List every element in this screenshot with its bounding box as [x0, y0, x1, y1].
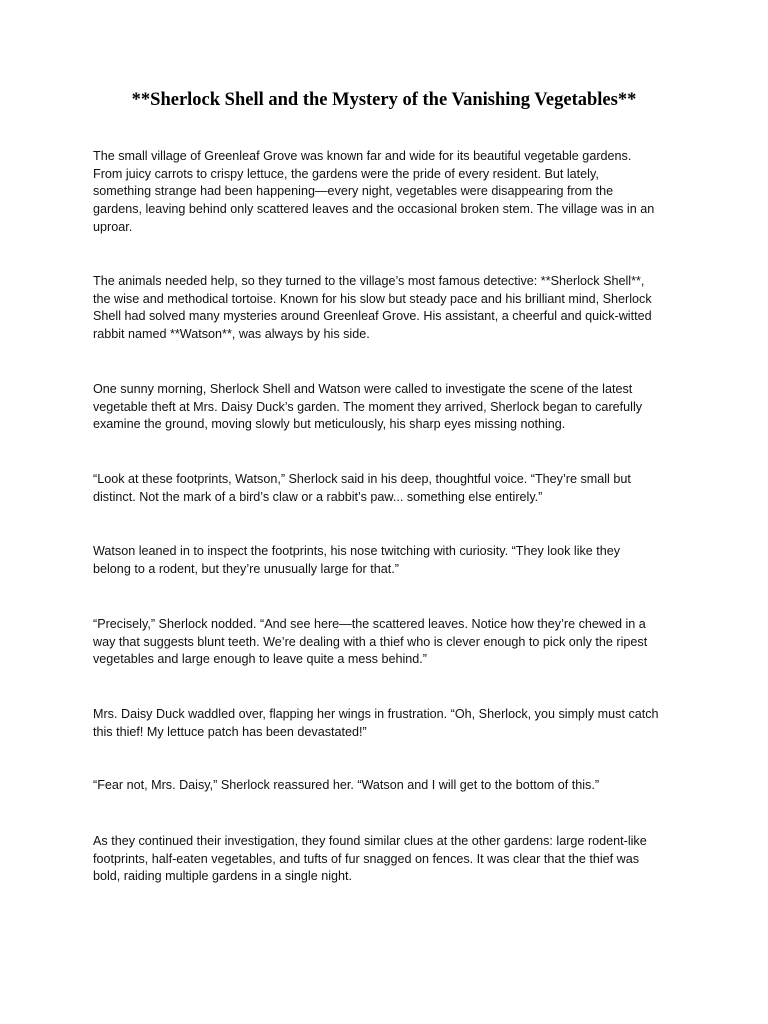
- paragraph-footprints: “Look at these footprints, Watson,” Sherlock said in his deep, thoughtful voice. “They’re small but distinct. Not the mark of a bird’s claw or a rabbit’s paw... something else entirely.”: [93, 472, 631, 504]
- document-title: **Sherlock Shell and the Mystery of the Vanishing Vegetables**: [131, 90, 637, 110]
- paragraph-sherlock-deduces: “Precisely,” Sherlock nodded. “And see here—the scattered leaves. Notice how they’re chewed in a way that suggests blunt teeth. We’re dealing with a thief who is clever enough to pick only the ripest vegetables and large enough to leave quite a mess behind.”: [93, 617, 648, 667]
- paragraph-reassurance: “Fear not, Mrs. Daisy,” Sherlock reassured her. “Watson and I will get to the bottom of this.”: [93, 778, 600, 792]
- paragraph-watson-inspects: Watson leaned in to inspect the footprints, his nose twitching with curiosity. “They look like they belong to a rodent, but they’re unusually large for that.”: [93, 544, 621, 576]
- paragraph-garden-scene: One sunny morning, Sherlock Shell and Watson were called to investigate the scene of the latest vegetable theft at Mrs. Daisy Duck’s garden. The moment they arrived, Sherlock began to carefully examine the ground, moving slowly but meticulously, his sharp eyes missing nothing.: [93, 382, 643, 432]
- paragraph-investigation: As they continued their investigation, they found similar clues at the other gardens: large rodent-like footprints, half-eaten vegetables, and tufts of fur snagged on fences. It was clear that the thief was bold, raiding multiple gardens in a single night.: [93, 834, 647, 884]
- paragraph-daisy-duck: Mrs. Daisy Duck waddled over, flapping her wings in frustration. “Oh, Sherlock, you simply must catch this thief! My lettuce patch has been devastated!”: [93, 707, 659, 739]
- paragraph-detective-intro: The animals needed help, so they turned to the village’s most famous detective: **Sherlock Shell**, the wise and methodical tortoise. Known for his slow but steady pace and his brilliant mind, Sherlock Shell had solved many mysteries around Greenleaf Grove. His assistant, a cheerful and quick-witted rabbit named **Watson**, was always by his side.: [93, 274, 652, 342]
- paragraph-village-intro: The small village of Greenleaf Grove was known far and wide for its beautiful vegetable gardens. From juicy carrots to crispy lettuce, the gardens were the pride of every resident. But lately, something strange had been happening—every night, vegetables were disappearing from the gardens, leaving behind only scattered leaves and the occasional broken stem. The village was in an uproar.: [93, 149, 655, 234]
